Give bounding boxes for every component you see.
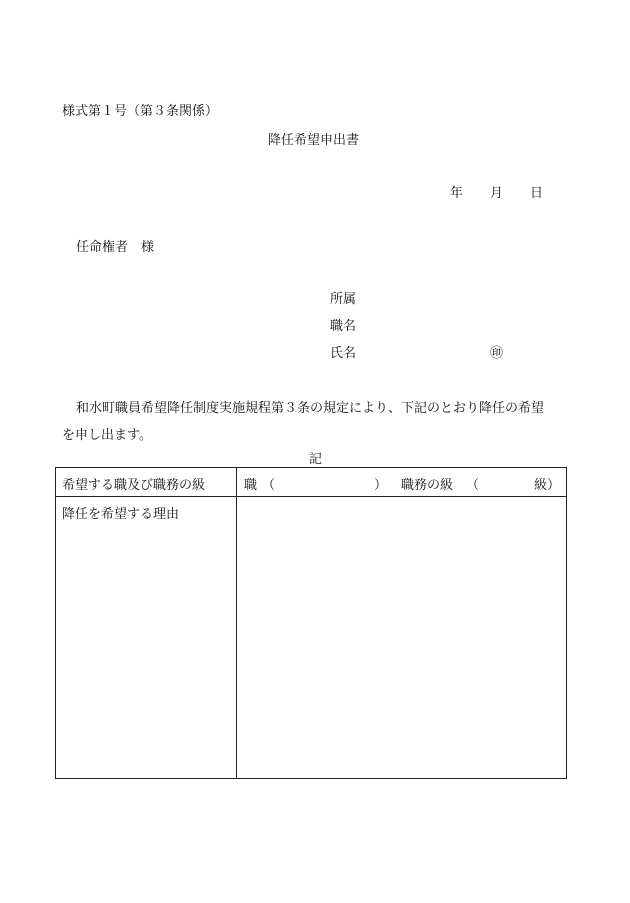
position-field-label: 職 [244, 478, 258, 493]
request-table [55, 467, 567, 779]
body-text-line-1: 和水町職員希望降任制度実施規程第３条の規定により、下記のとおり降任の希望 [76, 401, 545, 416]
date-month-label: 月 [490, 186, 504, 201]
position-field-close-paren: ） [374, 478, 388, 493]
seal-mark: ㊞ [490, 346, 504, 361]
grade-field-open-paren: （ [466, 478, 480, 493]
reason-label: 降任を希望する理由 [62, 507, 180, 522]
desired-position-label: 希望する職及び職務の級 [62, 478, 206, 493]
body-text-line-2: を申し出ます。 [62, 428, 152, 443]
position-field-open-paren: （ [262, 478, 276, 493]
addressee: 任命権者 様 [76, 240, 155, 255]
document-title: 降任希望申出書 [268, 133, 360, 148]
table-divider-vertical [236, 468, 237, 778]
record-marker: 記 [309, 452, 323, 467]
affiliation-label: 所属 [330, 292, 357, 307]
date-year-label: 年 [450, 186, 464, 201]
grade-field-suffix: 級） [534, 478, 561, 493]
form-number: 様式第１号（第３条関係） [62, 104, 219, 119]
grade-field-label: 職務の級 [401, 478, 454, 493]
name-label: 氏名 [330, 346, 357, 361]
date-day-label: 日 [530, 186, 544, 201]
position-title-label: 職名 [330, 319, 357, 334]
table-divider-horizontal [56, 496, 566, 497]
